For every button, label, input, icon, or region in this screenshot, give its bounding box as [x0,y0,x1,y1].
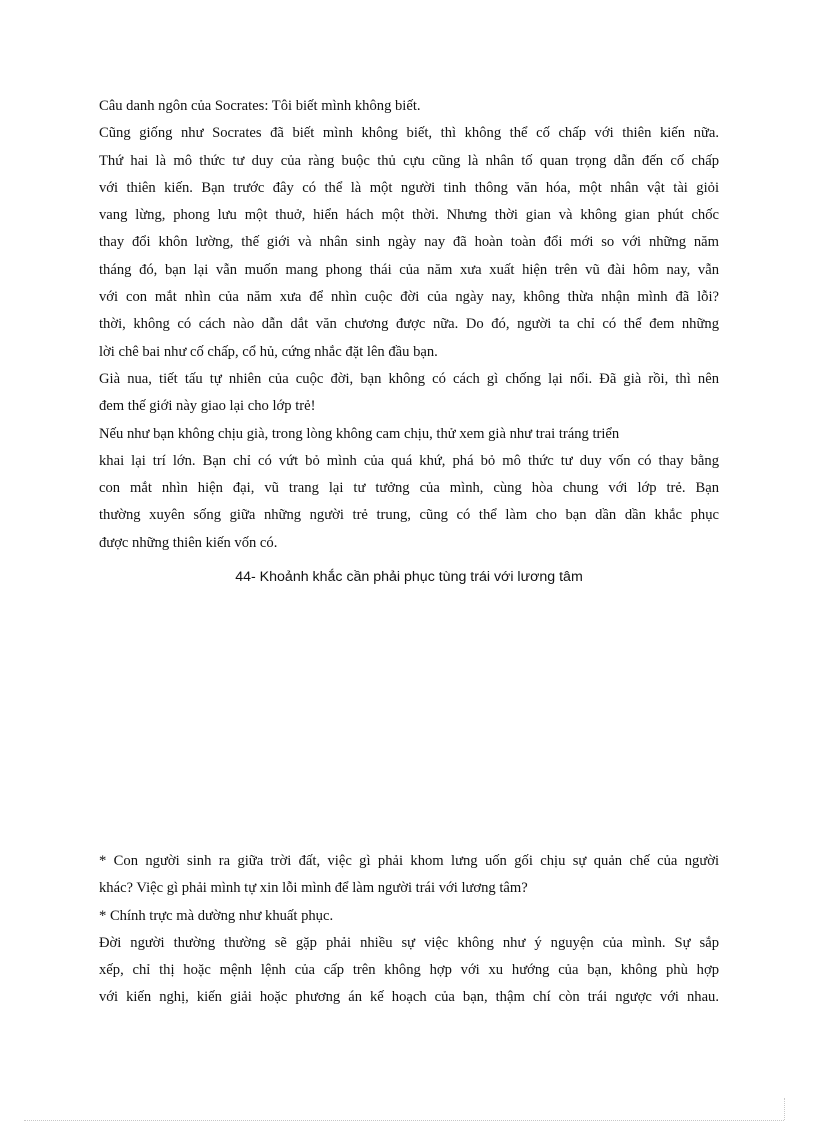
section-heading: 44- Khoảnh khắc cần phải phục tùng trái với lương tâm [235,569,583,585]
text-line: lời chê bai như cố chấp, cổ hủ, cứng nhắc đặt lên đầu bạn. [99,343,438,360]
text-line: con mắt nhìn hiện đại, vũ trang lại tư tưởng của mình, cùng hòa chung với lớp trẻ. Bạn [99,480,719,497]
text-line: thời, không có cách nào dẫn dắt văn chương được nữa. Do đó, người ta chỉ có thể đem những [99,316,719,333]
text-line: khác? Việc gì phải mình tự xin lỗi mình để làm người trái với lương tâm? [99,880,528,897]
text-line: Nếu như bạn không chịu già, trong lòng không cam chịu, thử xem già như trai tráng triển [99,425,620,442]
text-line: thường xuyên sống giữa những người trẻ trung, cũng có thể làm cho bạn dần dần khắc phục [99,507,719,524]
text-line: Câu danh ngôn của Socrates: Tôi biết mình không biết. [99,98,421,114]
text-block-bottom [99,848,719,1012]
text-line: Thứ hai là mô thức tư duy của ràng buộc thủ cựu cũng là nhân tố quan trọng dẫn đến cố chấp [99,152,719,169]
text-line: với kiến nghị, kiến giải hoặc phương án kế hoạch của bạn, thậm chí còn trái ngược với nhau. [99,989,719,1006]
text-line: * Con người sinh ra giữa trời đất, việc gì phải khom lưng uốn gối chịu sự quản chế của người [99,853,719,869]
text-line: được những thiên kiến vốn có. [99,534,278,551]
text-line: đem thế giới này giao lại cho lớp trẻ! [99,398,316,415]
text-line: Già nua, tiết tấu tự nhiên của cuộc đời, bạn không có cách gì chống lại nổi. Đã già rồi, thì nên [99,370,719,387]
page-bottom-border [24,1120,784,1121]
text-line: Cũng giống như Socrates đã biết mình không biết, thì không thể cố chấp với thiên kiến nữa. [99,125,719,142]
text-line: * Chính trực mà dường như khuất phục. [99,907,334,924]
text-line: khai lại trí lớn. Bạn chỉ có vứt bỏ mình của quá khứ, phá bỏ mô thức tư duy vốn có thay bằng [99,452,719,469]
text-line: xếp, chỉ thị hoặc mệnh lệnh của cấp trên không hợp với xu hướng của bạn, không phù hợp [99,962,719,979]
text-line: tháng đó, bạn lại vẫn muốn mang phong thái của năm xưa xuất hiện trên vũ đài hôm nay, vẫn [99,261,719,278]
text-line: với con mắt nhìn của năm xưa để nhìn cuộc đời của ngày nay, không thừa nhận mình đã lỗi? [99,289,719,306]
text-line: với thiên kiến. Bạn trước đây có thể là một người tinh thông văn hóa, một nhân vật tài giỏi [99,179,719,196]
page-corner-marker [784,1098,785,1120]
text-line: thay đổi khôn lường, thế giới và nhân sinh ngày nay đã hoàn toàn đổi mới so với những năm [99,234,719,251]
text-line: vang lừng, phong lưu một thuở, hiển hách một thời. Nhưng thời gian và không gian phút chốc [99,207,719,224]
text-line: Đời người thường thường sẽ gặp phải nhiều sự việc không như ý nguyện của mình. Sự sắp [99,934,719,951]
text-block-top [99,93,719,557]
